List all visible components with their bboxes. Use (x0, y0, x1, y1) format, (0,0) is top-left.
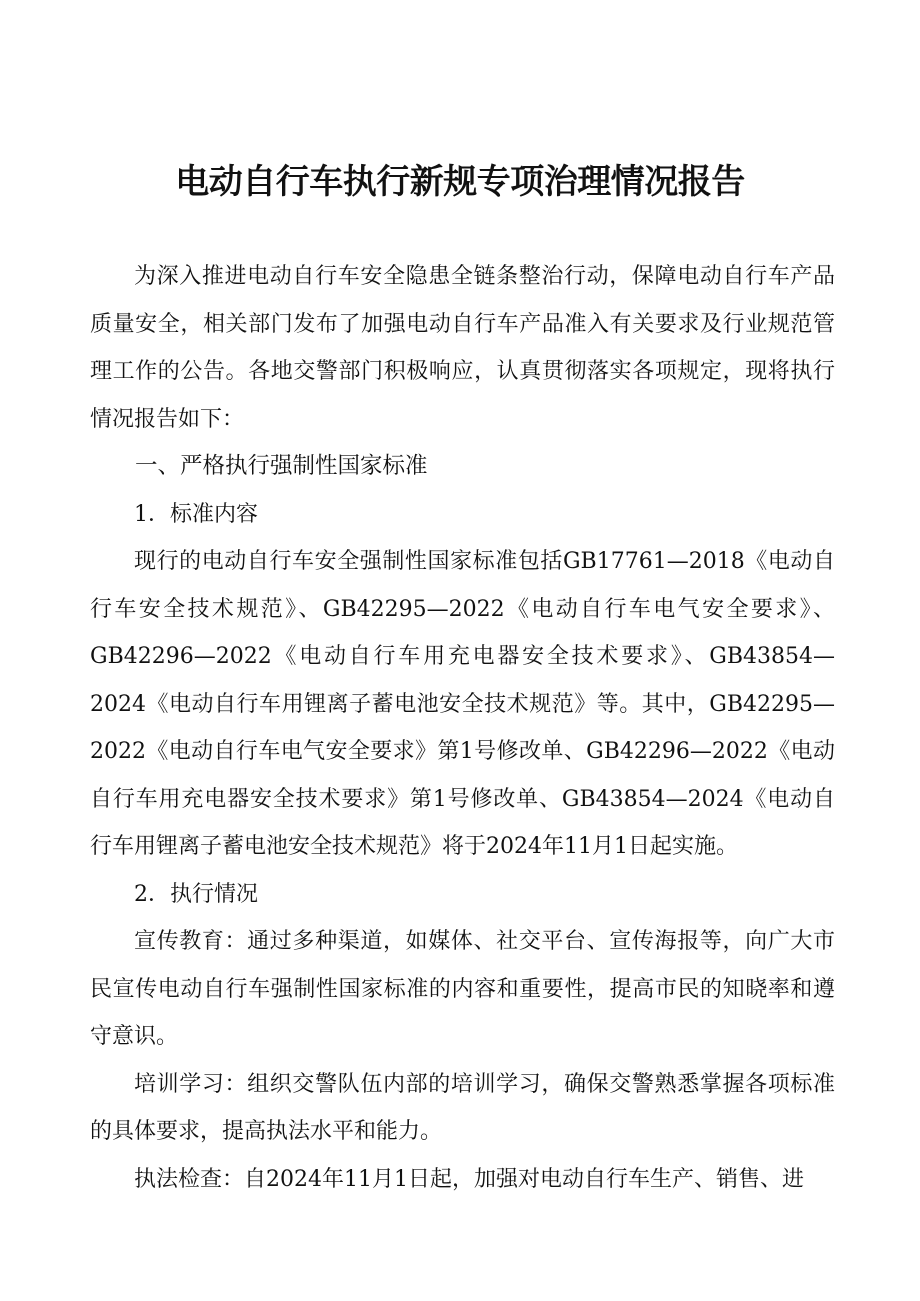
enforcement-paragraph: 执法检查：自2024年11月1日起，加强对电动自行车生产、销售、进 (134, 1166, 804, 1192)
subsection-heading-standards: 1．标准内容 (134, 501, 258, 527)
training-paragraph: 培训学习：组织交警队伍内部的培训学习，确保交警熟悉掌握各项标准的具体要求，提高执法水平和能力。 (90, 1071, 835, 1144)
standards-paragraph: 现行的电动自行车安全强制性国家标准包括GB17761—2018《电动自行车安全技术规范》、GB42295—2022《电动自行车电气安全要求》、GB42296—2022《电动自行车用充电器安全技术要求》、GB43854—2024《电动自行车用锂离子蓄电池安全技术规范》等。其中，GB42295—2022《电动自行车电气安全要求》第1号修改单、GB42296—2022《电动自行车用充电器安全技术要求》第1号修改单、GB43854—2024《电动自行车用锂离子蓄电池安全技术规范》将于2024年11月1日起实施。 (90, 549, 835, 859)
section-heading: 一、严格执行强制性国家标准 (135, 453, 428, 479)
subsection-heading-execution: 2．执行情况 (134, 881, 258, 907)
document-title: 电动自行车执行新规专项治理情况报告 (175, 162, 745, 202)
intro-paragraph: 为深入推进电动自行车安全隐患全链条整治行动，保障电动自行车产品质量安全，相关部门发布了加强电动自行车产品准入有关要求及行业规范管理工作的公告。各地交警部门积极响应，认真贯彻落实各项规定，现将执行情况报告如下： (90, 264, 835, 432)
document-body (90, 253, 835, 1203)
publicity-paragraph: 宣传教育：通过多种渠道，如媒体、社交平台、宣传海报等，向广大市民宣传电动自行车强制性国家标准的内容和重要性，提高市民的知晓率和遵守意识。 (90, 929, 835, 1049)
